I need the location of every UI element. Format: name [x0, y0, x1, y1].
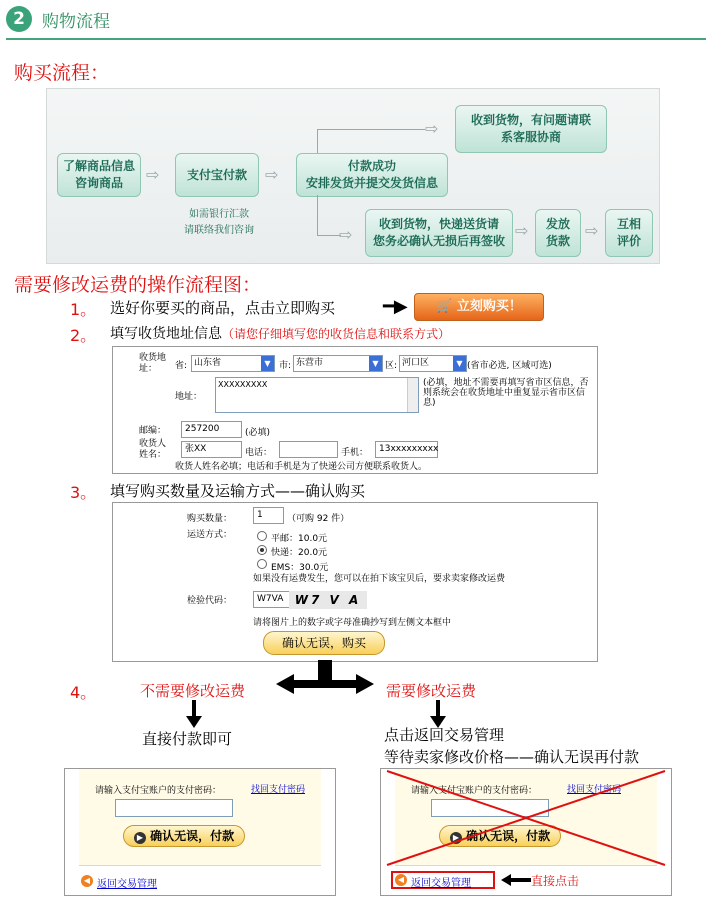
province-label: 省:	[175, 361, 188, 371]
address-form	[112, 346, 598, 474]
purchase-flow-title: 购买流程：	[14, 62, 110, 84]
step-2-text: 填写收货地址信息（请您仔细填写您的收货信息和联系方式）	[110, 326, 451, 342]
find-password-link[interactable]: 找回支付密码	[251, 785, 306, 795]
receiver-note: 收货人姓名必填；电话和手机是为了快递公司方便联系收货人。	[175, 462, 428, 472]
node-payment-success: 付款成功 安排发货并提交发货信息	[296, 153, 448, 197]
confirm-purchase-button[interactable]: 确认无误，购买	[263, 631, 385, 655]
address-note: (必填，地址不需要再填写省市区信息，否则系统会在收货地址中重复显示省市区信息)	[423, 378, 589, 408]
arrow-right-icon: ⇨	[515, 221, 529, 240]
shipping-note: 如果没有运费发生，您可以在拍下该宝贝后，要求卖家修改运费	[253, 574, 506, 584]
radio-ems[interactable]	[257, 559, 267, 569]
click-directly-note: 直接点击	[531, 874, 580, 888]
radio-express[interactable]	[257, 545, 267, 555]
shipping-option-post: 平邮：10.0元	[271, 534, 328, 544]
password-prompt: 请输入支付宝账户的支付密码：	[95, 786, 222, 796]
arrow-right-icon: ⇨	[339, 225, 353, 244]
connector-line	[317, 195, 318, 235]
back-arrow-icon: ◀	[395, 874, 407, 886]
arrow-left-icon	[501, 873, 531, 887]
pay-panel-left	[64, 768, 336, 896]
connector-line	[317, 129, 425, 130]
mobile-input[interactable]: 13xxxxxxxxx	[375, 441, 438, 458]
city-label: 市:	[279, 361, 292, 371]
district-select[interactable]: 河口区 ▼	[399, 355, 467, 372]
scrollbar[interactable]	[407, 378, 418, 412]
shipping-option-express: 快递：20.0元	[271, 548, 328, 558]
mobile-label: 手机：	[341, 448, 369, 458]
find-password-link[interactable]: 找回支付密码	[567, 785, 622, 795]
zip-label: 邮编：	[139, 426, 167, 436]
step-1-number: 1。	[70, 300, 97, 319]
shipping-label: 运送方式：	[187, 530, 233, 540]
node-release-payment: 发放 货款	[535, 209, 581, 257]
arrow-right-icon: ⇨	[265, 165, 279, 184]
buy-now-button[interactable]: 🛒 立刻购买！	[414, 293, 544, 321]
step-1-text: 选好你要买的商品，点击立即购买	[110, 299, 336, 317]
pay-panel-right	[380, 768, 672, 896]
right-result-text-1: 点击返回交易管理	[384, 726, 505, 744]
password-input[interactable]	[115, 799, 233, 817]
arrow-right-icon: ⇨	[146, 165, 160, 184]
chevron-down-icon: ▼	[369, 356, 382, 371]
phone-input[interactable]	[279, 441, 338, 458]
receiver-label: 收货人姓名：	[139, 439, 167, 460]
captcha-note: 请将图片上的数字或字母准确抄写到左侧文本框中	[253, 618, 452, 628]
district-label: 区:	[385, 361, 398, 371]
province-select[interactable]: 山东省 ▼	[191, 355, 275, 372]
step-3-text: 填写购买数量及运输方式——确认购买	[110, 482, 366, 500]
captcha-label: 检验代码：	[187, 596, 233, 606]
node-received-sign: 收到货物，快递送货请 您务必确认无损后再签收	[365, 209, 513, 257]
zip-input[interactable]: 257200	[181, 421, 242, 438]
node-mutual-evaluation: 互相 评价	[605, 209, 653, 257]
radio-post[interactable]	[257, 531, 267, 541]
arrow-down-icon	[186, 700, 202, 728]
node-received-problem: 收到货物，有问题请联 系客服协商	[455, 105, 607, 153]
modify-label: 需要修改运费	[386, 682, 477, 700]
left-result-text: 直接付款即可	[142, 730, 233, 748]
back-to-trade-link[interactable]: 返回交易管理	[411, 878, 471, 889]
step-4-number: 4。	[70, 683, 97, 702]
connector-line	[317, 129, 318, 153]
section-title: 购物流程	[42, 12, 110, 32]
shipping-option-ems: EMS：30.0元	[271, 563, 329, 573]
receiver-name-input[interactable]: 张XX	[181, 441, 242, 458]
phone-label: 电话：	[245, 448, 273, 458]
quantity-label: 购买数量：	[187, 514, 233, 524]
captcha-image: W7 V A	[289, 591, 367, 609]
step-3-number: 3。	[70, 483, 97, 502]
no-modify-label: 不需要修改运费	[140, 682, 246, 700]
address-textarea[interactable]: XXXXXXXXX	[215, 377, 419, 413]
arrow-right-icon: ━▶	[383, 296, 408, 317]
confirm-pay-button[interactable]: ▶ 确认无误，付款	[123, 825, 245, 847]
purchase-form	[112, 502, 598, 662]
modify-flow-title: 需要修改运费的操作流程图：	[14, 274, 262, 296]
connector-line	[317, 235, 341, 236]
arrow-circle-icon: ▶	[134, 832, 146, 844]
header-divider	[6, 38, 706, 40]
address-label: 地址：	[175, 392, 203, 402]
password-prompt: 请输入支付宝账户的支付密码：	[411, 786, 538, 796]
cross-out-mark	[381, 769, 671, 869]
arrow-right-icon: ⇨	[425, 119, 439, 138]
step-2-number: 2。	[70, 326, 97, 345]
quantity-note: （可购 92 件）	[287, 514, 350, 524]
step-number-badge: 2	[6, 6, 32, 32]
back-to-trade-link[interactable]: 返回交易管理	[97, 879, 157, 890]
node-alipay-payment: 支付宝付款	[175, 153, 259, 197]
city-select[interactable]: 东营市 ▼	[293, 355, 383, 372]
captcha-input[interactable]: W7VA	[253, 591, 290, 608]
purchase-flow-diagram	[46, 88, 660, 264]
chevron-down-icon: ▼	[453, 356, 466, 371]
bank-transfer-note: 如需银行汇款 请联络我们咨询	[184, 209, 254, 236]
arrow-right-icon: ⇨	[585, 221, 599, 240]
quantity-input[interactable]: 1	[253, 507, 284, 524]
branch-arrows	[270, 660, 380, 706]
back-arrow-icon: ◀	[81, 875, 93, 887]
confirm-pay-button[interactable]: ▶ 确认无误，付款	[439, 825, 561, 847]
right-result-text-2: 等待卖家修改价格——确认无误再付款	[384, 748, 640, 766]
zip-note: (必填)	[245, 428, 271, 438]
chevron-down-icon: ▼	[261, 356, 274, 371]
arrow-circle-icon: ▶	[450, 832, 462, 844]
node-learn-product: 了解商品信息 咨询商品	[57, 153, 141, 197]
region-label: 收货地址：	[139, 353, 167, 374]
region-note: (省市必选, 区域可选)	[467, 361, 552, 371]
cart-icon: 🛒	[436, 299, 453, 314]
